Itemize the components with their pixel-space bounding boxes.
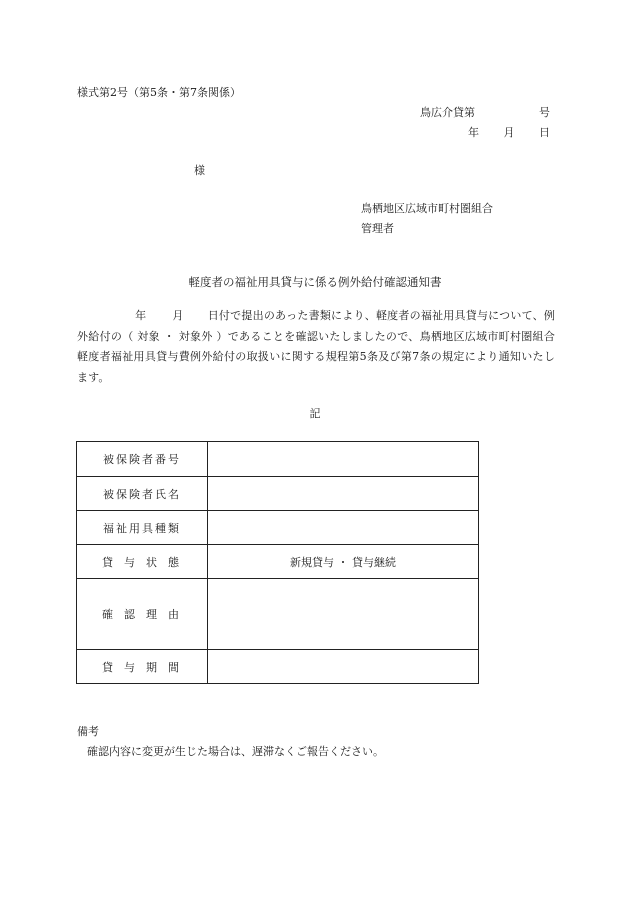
issue-date (468, 124, 550, 140)
body-month: 月 (172, 309, 184, 322)
table-row-label: 貸与期間 (77, 650, 208, 684)
document-number-suffix: 号 (539, 106, 550, 119)
body-text (77, 306, 555, 388)
table-row-label: 貸与状態 (77, 545, 208, 579)
ki-marker: 記 (309, 407, 321, 420)
remarks-text: 確認内容に変更が生じた場合は、遅滞なくご報告ください。 (87, 745, 384, 758)
issue-date-month: 月 (503, 126, 515, 139)
table-row-value[interactable] (208, 442, 479, 477)
table-row-label: 被保険者氏名 (77, 477, 208, 511)
table-row (77, 442, 479, 477)
confirmation-table (76, 441, 479, 684)
table-row-label: 福祉用具種類 (77, 511, 208, 545)
table-row-value[interactable] (208, 511, 479, 545)
issue-date-year: 年 (468, 126, 479, 139)
document-number-prefix: 鳥広介貸第 (420, 106, 475, 119)
table-row (77, 579, 479, 650)
table-row-value[interactable] (208, 579, 479, 650)
table-row (77, 511, 479, 545)
table-row (77, 650, 479, 684)
table-row (77, 545, 479, 579)
table-row-label: 確認理由 (77, 579, 208, 650)
recipient-honorific: 様 (194, 164, 205, 177)
table-row-value[interactable] (208, 477, 479, 511)
document-number (420, 104, 550, 120)
body-main: 日付で提出のあった書類により、軽度者の福祉用具貸与について、例外給付の（ 対象 ・ 対象外 ）であることを確認いたしましたので、鳥栖地区広域市町村圏組合軽度者福祉用具貸与費例外給付の取扱いに関する規程第5条及び第7条の規定により通知いたします。 (77, 309, 556, 384)
table-row-value[interactable]: 新規貸与 ・ 貸与継続 (208, 545, 479, 579)
issue-date-day: 日 (539, 126, 550, 139)
form-number: 様式第2号（第5条・第7条関係） (77, 86, 241, 99)
issuer-title: 管理者 (361, 222, 394, 235)
table-row-label: 被保険者番号 (77, 442, 208, 477)
document-title: 軽度者の福祉用具貸与に係る例外給付確認通知書 (188, 275, 442, 289)
table-row-value[interactable] (208, 650, 479, 684)
remarks-heading: 備考 (77, 725, 99, 738)
issuer-organization: 鳥栖地区広域市町村圏組合 (361, 202, 493, 215)
body-year: 年 (135, 309, 147, 322)
table-row (77, 477, 479, 511)
